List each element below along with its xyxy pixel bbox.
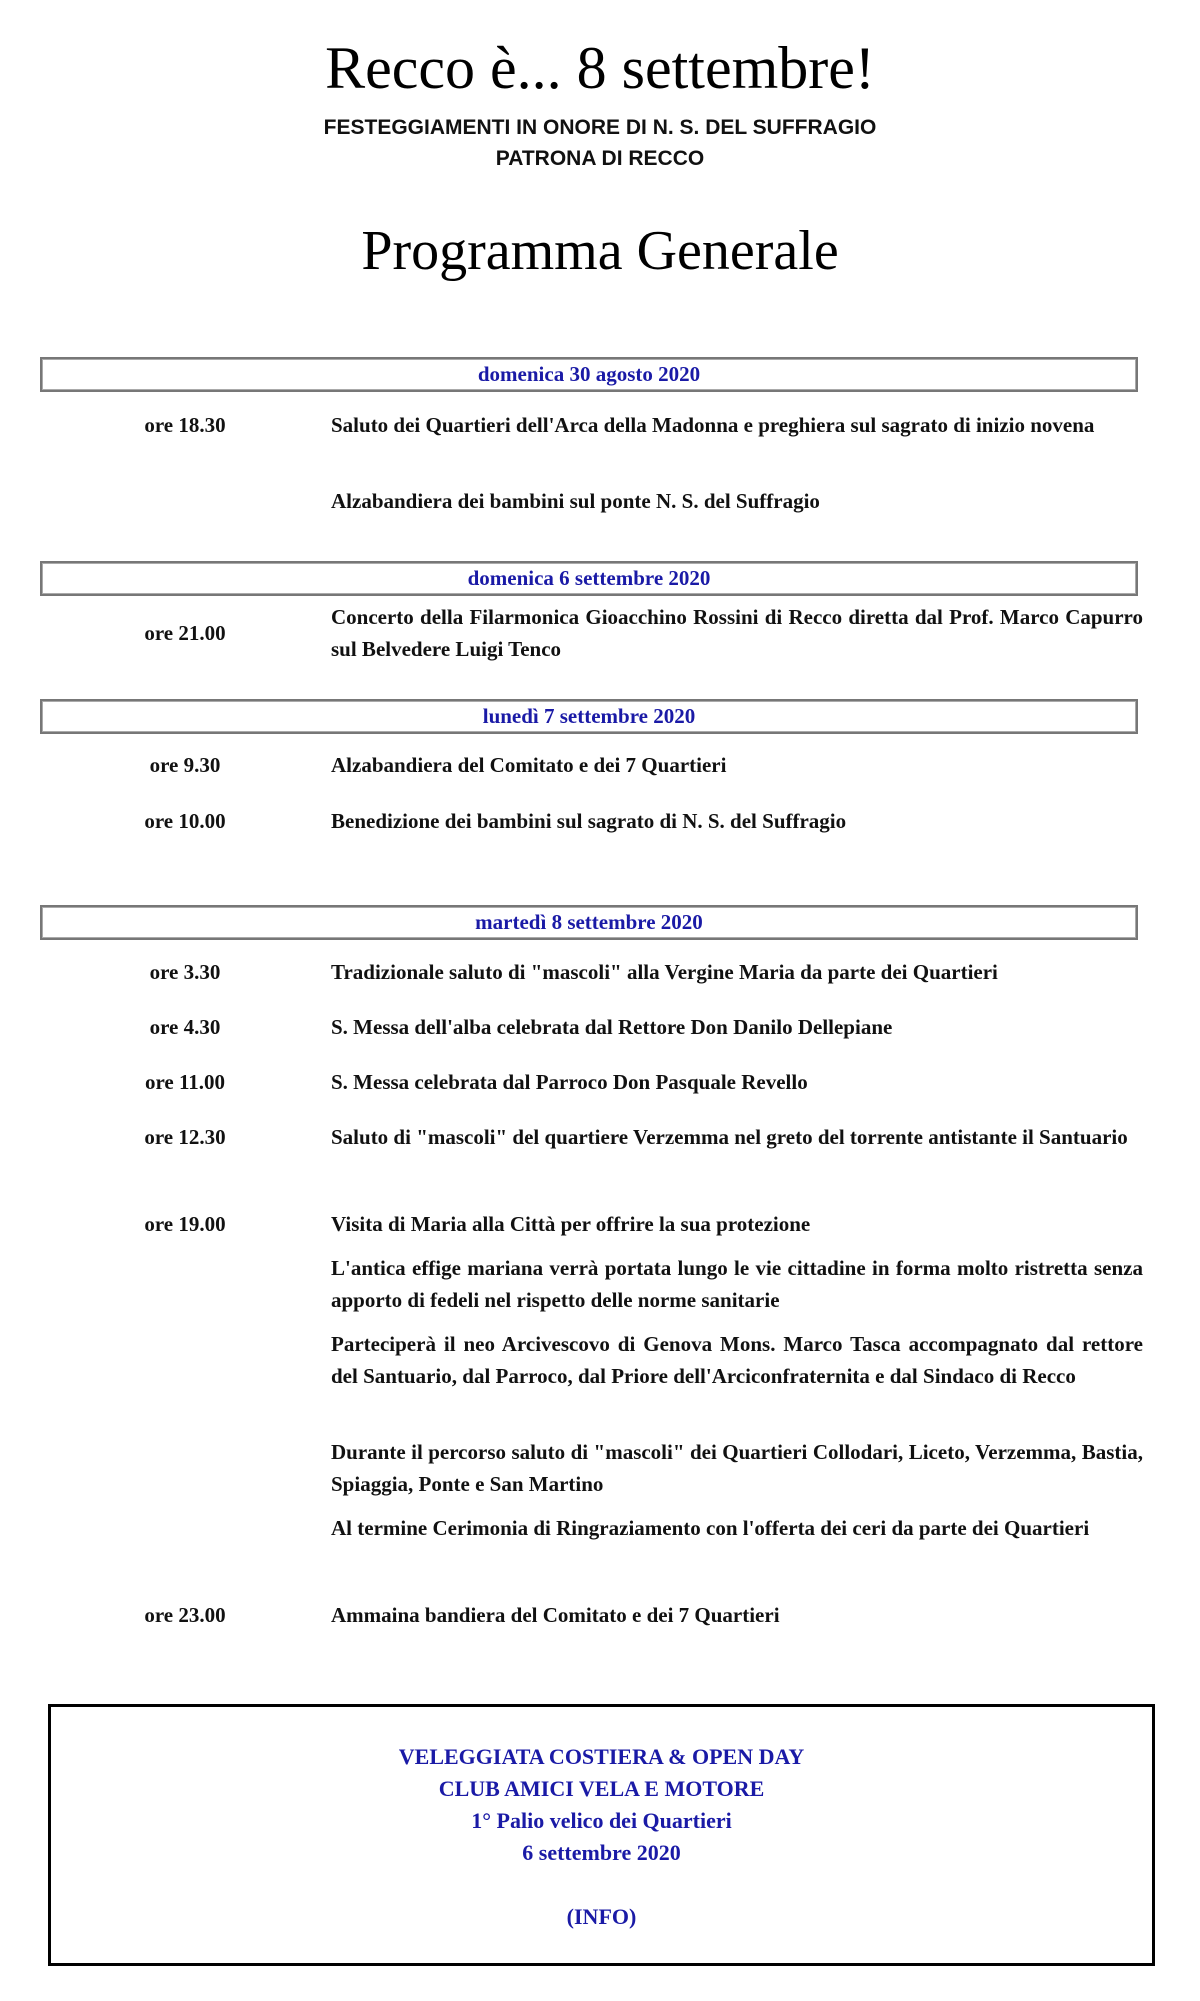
event-description: S. Messa dell'alba celebrata dal Rettore Don Danilo Dellepiane	[331, 1015, 893, 1039]
event-description: Concerto della Filarmonica Gioacchino Rossini di Recco diretta dal Prof. Marco Capurro sul Belvedere Luigi Tenco	[331, 605, 1143, 661]
page-title: Recco è... 8 settembre!	[325, 35, 875, 101]
event-time: ore 21.00	[144, 621, 226, 645]
regatta-date: 6 settembre 2020	[522, 1840, 681, 1865]
regatta-info-box	[48, 1704, 1155, 1966]
event-description: S. Messa celebrata dal Parroco Don Pasquale Revello	[331, 1070, 808, 1094]
event-time: ore 11.00	[144, 1070, 226, 1094]
info-link-label[interactable]: (INFO)	[566, 1904, 637, 1929]
event-description: Ammaina bandiera del Comitato e dei 7 Quartieri	[331, 1603, 780, 1627]
event-description: Al termine Cerimonia di Ringraziamento con l'offerta dei ceri da parte dei Quartieri	[331, 1516, 1090, 1540]
event-description: Saluto dei Quartieri dell'Arca della Madonna e preghiera sul sagrato di inizio novena	[331, 413, 1095, 437]
event-time: ore 4.30	[149, 1015, 221, 1039]
event-description: Durante il percorso saluto di "mascoli" dei Quartieri Collodari, Liceto, Verzemma, Bastia, Spiaggia, Ponte e San Martino	[331, 1440, 1143, 1496]
day-header: domenica 6 settembre 2020	[40, 561, 1138, 596]
event-time: ore 10.00	[144, 809, 226, 833]
event-description: Tradizionale saluto di "mascoli" alla Vergine Maria da parte dei Quartieri	[331, 960, 998, 984]
event-description: Alzabandiera del Comitato e dei 7 Quartieri	[331, 753, 727, 777]
event-time: ore 23.00	[144, 1603, 226, 1627]
program-title: Programma Generale	[361, 220, 839, 282]
event-description: Parteciperà il neo Arcivescovo di Genova Mons. Marco Tasca accompagnato dal rettore del Santuario, dal Parroco, dal Priore dell'Arciconfraternita e dal Sindaco di Recco	[331, 1332, 1143, 1388]
event-time: ore 3.30	[149, 960, 221, 984]
event-time: ore 12.30	[144, 1125, 226, 1149]
event-description: Alzabandiera dei bambini sul ponte N. S. del Suffragio	[331, 489, 820, 513]
event-time: ore 18.30	[144, 413, 226, 437]
info-link[interactable]	[51, 1901, 1152, 1933]
patron-subtitle: PATRONA DI RECCO	[495, 147, 705, 170]
event-description: L'antica effige mariana verrà portata lungo le vie cittadine in forma molto ristretta senza apporto di fedeli nel rispetto delle norme sanitarie	[331, 1256, 1143, 1312]
event-time: ore 9.30	[149, 753, 221, 777]
regatta-title: VELEGGIATA COSTIERA & OPEN DAY	[398, 1744, 805, 1769]
day-header: lunedì 7 settembre 2020	[40, 699, 1138, 734]
club-name: CLUB AMICI VELA E MOTORE	[438, 1776, 765, 1801]
event-time: ore 19.00	[144, 1212, 226, 1236]
event-description: Visita di Maria alla Città per offrire la sua protezione	[331, 1212, 811, 1236]
festival-subtitle: FESTEGGIAMENTI IN ONORE DI N. S. DEL SUFFRAGIO	[323, 116, 877, 139]
palio-title: 1° Palio velico dei Quartieri	[471, 1808, 732, 1833]
day-header: domenica 30 agosto 2020	[40, 357, 1138, 392]
day-header: martedì 8 settembre 2020	[40, 905, 1138, 940]
event-description: Saluto di "mascoli" del quartiere Verzemma nel greto del torrente antistante il Santuario	[331, 1125, 1128, 1149]
event-description: Benedizione dei bambini sul sagrato di N. S. del Suffragio	[331, 809, 847, 833]
